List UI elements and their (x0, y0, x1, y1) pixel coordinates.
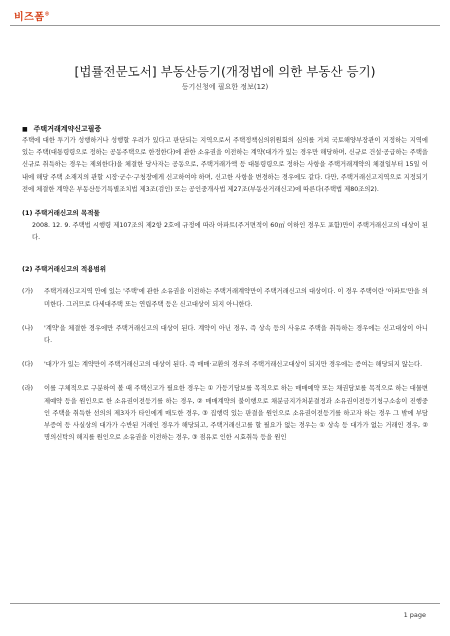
registered-mark: ® (44, 11, 50, 18)
page-number: 1 page (403, 611, 426, 619)
footer-divider (10, 603, 440, 604)
subsection-heading-2: (2) 주택거래신고의 적용범위 (22, 265, 107, 274)
item-marker: (가) (22, 288, 33, 296)
item-marker: (라) (22, 385, 33, 393)
item-text: 이를 구체적으로 구분하여 볼 때 주택신고가 필요한 경우는 ① 가등기담보를 목적으로 하는 매매예약 또는 채권담보를 목적으로 하는 대물변제예약 등을 원인으로 한 소유권이전등기를 하는 경우, ② 매매계약의 불이행으로 채분금지가처분결정과 소유권이전등기청구소송이 진행중인 주택을 취득한 선의의 제3자가 타인에게 매도한 경우, ③ 집행력 있는 판결을 원인으로 소유권이전등기를 하고자 하는 경우 그 밖에 부담부증여 등 사실상의 대가가 수반된 거래인 경우가 해당되고, 주택거래신고를 할 필요가 없는 경우는 ① 상속 등 대가가 없는 거래인 경우, ② 명의신탁의 해지를 원인으로 소유권을 이전하는 경우, ③ 점유로 인한 시효취득 등을 원인 (44, 385, 428, 442)
bizform-logo (14, 8, 50, 23)
document-title: [법률전문도서] 부동산등기(개정법에 의한 부동산 등기) (74, 64, 376, 79)
item-text: 주택거래신고지역 안에 있는 '주택'에 관한 소유권을 이전하는 주택거래계약만이 주택거래신고의 대상이다. 이 경우 주택이란 '아파트'만을 의미한다. 그러므로 다세대주택 또는 연립주택 등은 신고대상이 되지 아니한다. (44, 288, 428, 308)
item-marker: (나) (22, 324, 33, 332)
square-bullet-icon: ■ (22, 126, 28, 133)
list-item (22, 359, 428, 371)
list-item (22, 383, 428, 444)
logo-text: 비즈폼 (14, 12, 45, 23)
subsection-text-1: 2008. 12. 9. 주택법 시행령 제107조의 제2항 2호에 규정에 따라 아파트(주거면적이 60㎡ 이하인 경우도 포함)만이 주택거래신고의 대상이 된다. (32, 222, 428, 242)
item-marker: (다) (22, 361, 33, 369)
item-text: '대가'가 있는 계약만이 주택거래신고의 대상이 된다. 즉 매매·교환의 경우의 주택거래신고대상이 되지만 경우에는 증여는 해당되지 않는다. (44, 361, 423, 369)
document-body (22, 124, 428, 444)
scope-list (22, 286, 428, 444)
section-intro: 주택에 대한 투기가 성행하거나 성행할 우려가 있다고 판단되는 지역으로서 주택정책심의위원회의 심의를 거쳐 국토해양부장관이 지정하는 지역에 있는 주택(대통령령으로 정하는 공동주택으로 한정한다)에 관한 소유권을 이전하는 계약(대가가 있는 경우만 해당하며, 신규로 건설·공급하는 주택을 신규로 취득하는 경우는 제외한다)을 체결한 당사자는 공동으로, 주택거래가액 등 대통령령으로 정하는 사항을 주택거래계약의 체결일부터 15일 이내에 해당 주택 소재지의 관할 시장·군수·구청장에게 신고하여야 하며, 신고한 사항을 변경하는 경우에도 같다. 다만, 주택거래신고지역으로 지정되기 전에 체결한 계약은 부동산등기특별조치법 제3조(검인) 또는 공인중개사법 제27조(부동산거래신고)에 따른다(주택법 제80조의2). (22, 137, 428, 193)
section-heading-text: 주택거래계약신고필증 (33, 125, 102, 133)
subsection-heading-1: (1) 주택거래신고의 목적물 (22, 209, 100, 218)
item-text: '계약'을 체결한 경우에만 주택거래신고의 대상이 된다. 계약이 아닌 경우, 즉 상속 등의 사유로 주택을 취득하는 경우에는 신고대상이 아니다. (44, 324, 428, 345)
list-item (22, 323, 428, 347)
list-item (22, 286, 428, 310)
header-divider (10, 25, 440, 26)
document-subtitle: 등기신청에 필요한 정보(12) (181, 83, 269, 91)
section-heading (22, 124, 428, 135)
